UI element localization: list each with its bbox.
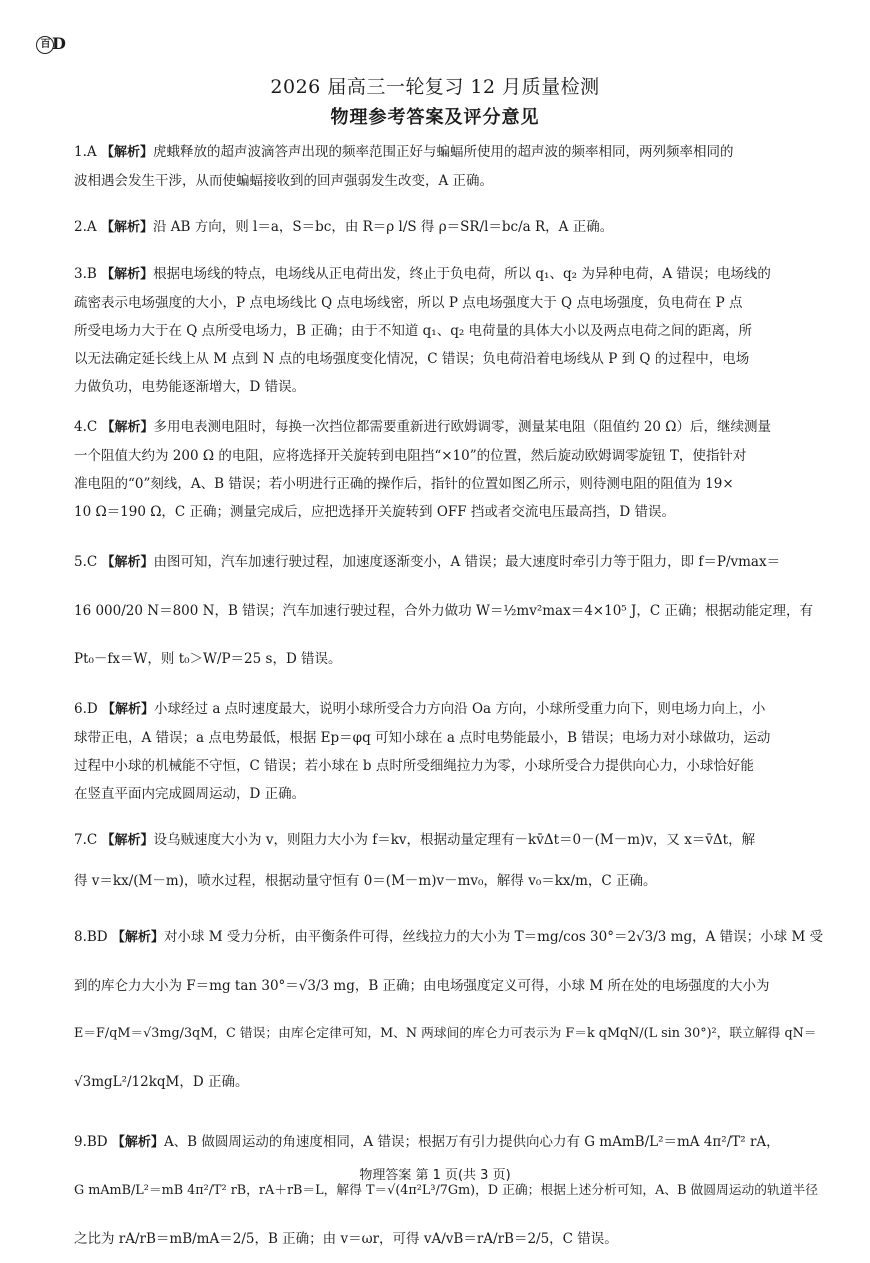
answer-label: 7.C (74, 832, 98, 848)
answer-line: 过程中小球的机械能不守恒，C 错误；若小球在 b 点时所受细绳拉力为零，小球所受合力提供向心力，小球恰好能 (74, 758, 754, 774)
answer-label: 1.A (74, 144, 97, 160)
answer-item-2 (74, 207, 828, 248)
page-subtitle: 物理参考答案及评分意见 (330, 107, 540, 128)
answer-line: 小球经过 a 点时速度最大，说明小球所受合力方向沿 Oa 方向，小球所受重力向下，则电场力向上，小 (154, 701, 766, 717)
answer-line: 沿 AB 方向，则 l＝a，S＝bc，由 R＝ρ l/S 得 ρ＝SR/l＝bc/a R，A 正确。 (152, 219, 614, 235)
answer-item-1 (74, 138, 828, 195)
answer-line: 多用电表测电阻时，每换一次挡位都需要重新进行欧姆调零，测量某电阻（阻值约 20 Ω）后，继续测量 (153, 419, 771, 435)
answer-line: 力做负功，电势能逐渐增大，D 错误。 (74, 379, 306, 395)
answer-line: 所受电场力大于在 Q 点所受电场力，B 正确；由于不知道 q₁、q₂ 电荷量的具体大小以及两点电荷之间的距离，所 (74, 323, 753, 339)
analysis-tag: 【解析】 (101, 420, 154, 435)
answer-line: 由图可知，汽车加速行驶过程，加速度逐渐变小，A 错误；最大速度时牵引力等于阻力，即 f＝P/vmax＝ (153, 554, 781, 570)
analysis-tag: 【解析】 (111, 1135, 164, 1150)
answer-label: 8.BD (74, 929, 108, 945)
answer-line: 对小球 M 受力分析，由平衡条件可得，丝线拉力的大小为 T＝mg/cos 30°＝2√3/3 mg，A 错误；小球 M 受 (163, 929, 824, 945)
analysis-tag: 【解析】 (111, 930, 164, 945)
page-title: 2026 届高三一轮复习 12 月质量检测 (270, 76, 600, 98)
answer-line: 一个阻值大约为 200 Ω 的电阻，应将选择开关旋转到电阻挡“×10”的位置，然后旋动欧姆调零旋钮 T，使指针对 (74, 448, 747, 464)
answer-list (74, 138, 828, 1263)
answer-label: 2.A (74, 219, 97, 235)
answer-line: 虎蛾释放的超声波滴答声出现的频率范围正好与蝙蝠所使用的超声波的频率相同，两列频率相同的 (152, 144, 734, 160)
answer-label: 3.B (74, 266, 97, 282)
answer-label: 9.BD (74, 1134, 108, 1150)
analysis-tag: 【解析】 (102, 702, 155, 717)
answer-item-4 (74, 413, 828, 526)
answer-label: 4.C (74, 419, 98, 435)
analysis-tag: 【解析】 (101, 555, 154, 570)
analysis-tag: 【解析】 (101, 833, 154, 848)
answer-line: 之比为 rA/rB＝mB/mA＝2/5，B 正确；由 v＝ωr，可得 vA/vB＝rA/rB＝2/5，C 错误。 (74, 1231, 618, 1247)
page-footer: 物理答案 第 1 页(共 3 页) (359, 1168, 511, 1183)
answer-line: 设乌贼速度大小为 v，则阻力大小为 f＝kv，根据动量定理有－kv̄Δt＝0－(M－m)v，又 x＝v̄Δt，解 (153, 832, 756, 848)
answer-label: 6.D (74, 701, 98, 717)
answer-line: 波相遇会发生干涉，从而使蝙蝠接收到的回声强弱发生改变，A 正确。 (74, 173, 494, 189)
answer-item-3 (74, 260, 828, 401)
answer-line: 球带正电，A 错误；a 点电势最低，根据 Ep＝φq 可知小球在 a 点时电势能最小，B 错误；电场力对小球做功，运动 (74, 730, 771, 746)
answer-line: Pt₀－fx＝W，则 t₀＞W/P＝25 s，D 错误。 (74, 651, 342, 667)
answer-line: 10 Ω＝190 Ω，C 正确；测量完成后，应把选择开关旋转到 OFF 挡或者交流电压最高挡，D 错误。 (74, 504, 676, 520)
answer-line: E＝F/qM＝√3mg/3qM，C 错误；由库仑定律可知，M、N 两球间的库仑力可表示为 F＝k qMqN/(L sin 30°)²，联立解得 qN＝ (74, 1026, 817, 1041)
answer-line: 到的库仑力大小为 F＝mg tan 30°＝√3/3 mg，B 正确；由电场强度定义可得，小球 M 所在处的电场强度的大小为 (74, 978, 770, 994)
answer-line: 以无法确定延长线上从 M 点到 N 点的电场强度变化情况，C 错误；负电荷沿着电场线从 P 到 Q 的过程中，电场 (74, 351, 750, 367)
answer-line: 在竖直平面内完成圆周运动，D 正确。 (74, 786, 306, 802)
publisher-logo: 百 D (36, 34, 65, 54)
answer-line: √3mgL²/12kqM，D 正确。 (74, 1074, 249, 1090)
answer-line: 得 v＝kx/(M－m)，喷水过程，根据动量守恒有 0＝(M－m)v－mv₀，解得 v₀＝kx/m，C 正确。 (74, 873, 657, 889)
analysis-tag: 【解析】 (101, 267, 154, 282)
answer-label: 5.C (74, 554, 98, 570)
answer-item-5 (74, 538, 828, 683)
answer-item-6 (74, 695, 828, 808)
answer-item-8 (74, 913, 828, 1106)
answer-line: G mAmB/L²＝mB 4π²/T² rB，rA＋rB＝L，解得 T＝√(4π²L³/7Gm)，D 正确；根据上述分析可知，A、B 做圆周运动的轨道半径 (74, 1183, 819, 1198)
answer-line: 疏密表示电场强度的大小，P 点电场线比 Q 点电场线密，所以 P 点电场强度大于 Q 点电场强度，负电荷在 P 点 (74, 295, 743, 311)
answer-line: 根据电场线的特点，电场线从正电荷出发，终止于负电荷，所以 q₁、q₂ 为异种电荷，A 错误；电场线的 (153, 266, 771, 282)
answer-line: 准电阻的“0”刻线，A、B 错误；若小明进行正确的操作后，指针的位置如图乙所示，则待测电阻的阻值为 19× (74, 476, 734, 492)
analysis-tag: 【解析】 (100, 220, 153, 235)
answer-line: 16 000/20 N＝800 N，B 错误；汽车加速行驶过程，合外力做功 W＝½mv²max＝4×10⁵ J，C 正确；根据动能定理，有 (74, 603, 814, 619)
answer-line: A、B 做圆周运动的角速度相同，A 错误；根据万有引力提供向心力有 G mAmB/L²＝mA 4π²/T² rA， (163, 1134, 780, 1150)
answer-item-7 (74, 820, 828, 901)
analysis-tag: 【解析】 (100, 145, 153, 160)
answer-item-9 (74, 1118, 828, 1263)
